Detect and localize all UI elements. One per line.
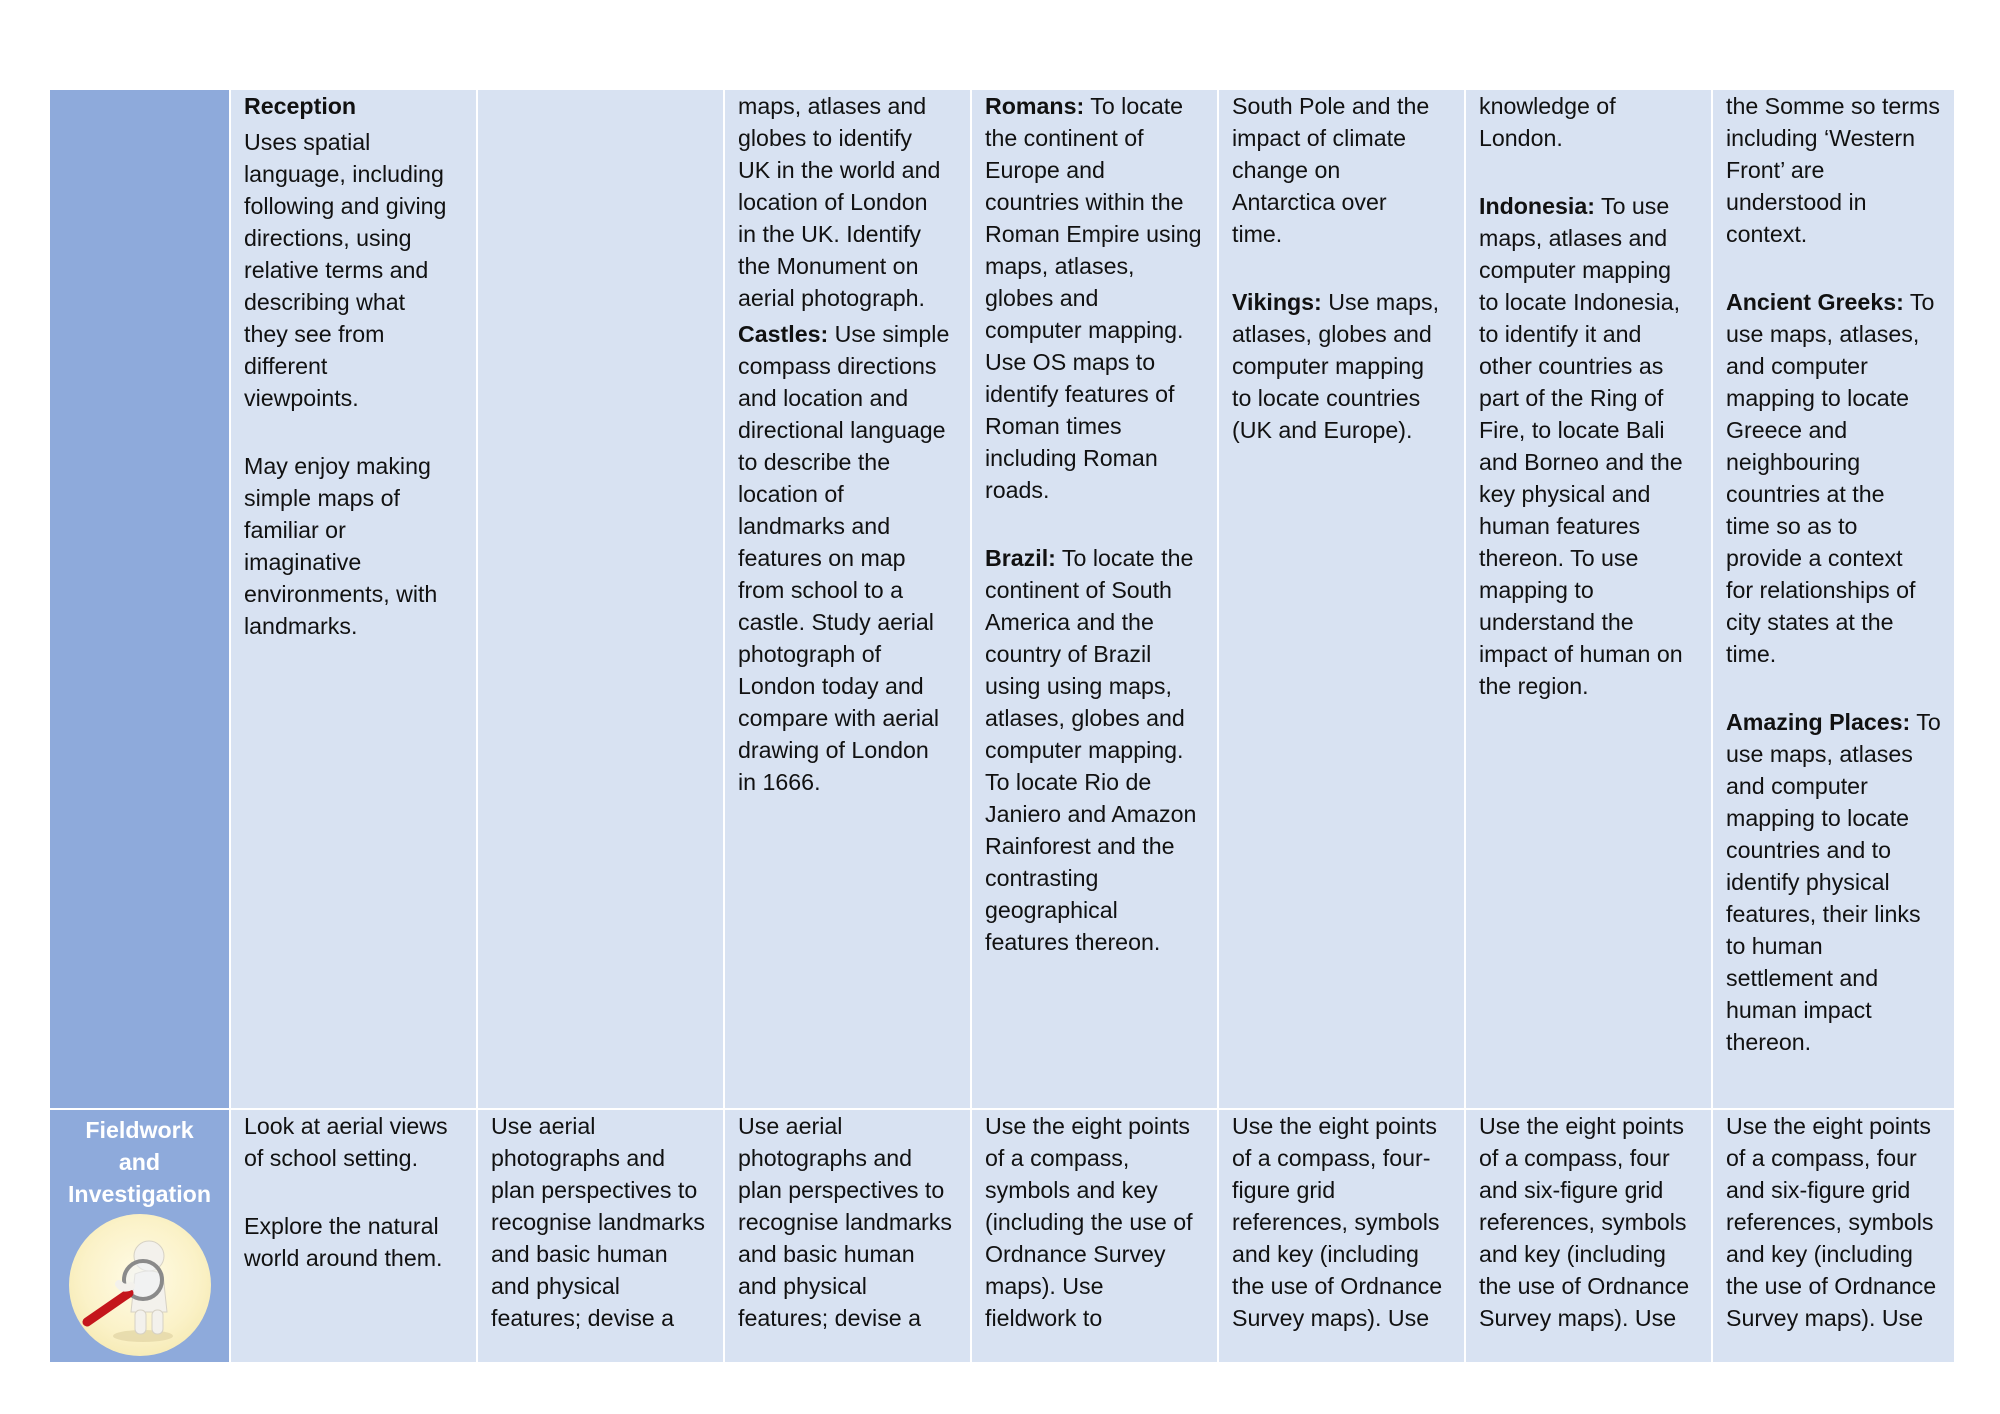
indonesia-paragraph bbox=[1479, 190, 1699, 702]
fieldwork-col2-text: Use aerial photographs and plan perspectives to recognise landmarks and basic human and physical features; devise a bbox=[491, 1113, 705, 1331]
indonesia-label: Indonesia: bbox=[1479, 193, 1595, 219]
fieldwork-col6-text: Use the eight points of a compass, four and six-figure grid references, symbols and key (including the use of Ordnance Survey maps). Use bbox=[1479, 1113, 1690, 1331]
castles-lead: Use simple bbox=[828, 321, 950, 347]
fieldwork-col7-text: Use the eight points of a compass, four and six-figure grid references, symbols and key (including the use of Ordnance Survey maps). Use bbox=[1726, 1113, 1937, 1331]
amazing-places-label: Amazing Places: bbox=[1726, 709, 1911, 735]
ancient-greeks-lead: To bbox=[1903, 289, 1935, 315]
castles-paragraph bbox=[738, 318, 958, 798]
fieldwork-col7-cell bbox=[1711, 1108, 1954, 1362]
ancient-greeks-text: use maps, atlases, and computer mapping to locate Greece and neighbouring countries at the time so as to provide a context for relationships of city states at the time. bbox=[1726, 321, 1920, 667]
brazil-paragraph bbox=[985, 542, 1205, 958]
fieldwork-col5-cell bbox=[1217, 1108, 1464, 1362]
curriculum-table bbox=[50, 88, 1954, 1362]
castles-label: Castles: bbox=[738, 321, 829, 347]
romans-lead: To locate bbox=[1084, 93, 1184, 119]
col3-para-1: maps, atlases and globes to identify UK in the world and location of London in the UK. Identify the Monument on aerial photograph. bbox=[738, 93, 941, 311]
fieldwork-col3-text: Use aerial photographs and plan perspectives to recognise landmarks and basic human and physical features; devise a bbox=[738, 1113, 952, 1331]
brazil-label: Brazil: bbox=[985, 545, 1056, 571]
fieldwork-col5-text: Use the eight points of a compass, four- figure grid references, symbols and key (including the use of Ordnance Survey maps). Use bbox=[1232, 1113, 1443, 1331]
fieldwork-heading-cell bbox=[50, 1108, 229, 1362]
top-row-heading-cell bbox=[50, 88, 229, 1108]
amazing-places-text: use maps, atlases and computer mapping to locate countries and to identify physical features, their links to human settlement and human impact thereon. bbox=[1726, 741, 1921, 1055]
col5-para-1: South Pole and the impact of climate change on Antarctica over time. bbox=[1232, 93, 1430, 247]
reception-para-1: Uses spatial language, including following and giving directions, using relative terms and describing what they see from different viewpoints. bbox=[244, 129, 447, 411]
magnifying-glass-figure-icon bbox=[69, 1214, 211, 1356]
fieldwork-col2-cell bbox=[476, 1108, 723, 1362]
reception-cell bbox=[229, 88, 476, 1108]
indonesia-text: maps, atlases and computer mapping to locate Indonesia, to identify it and other countries as part of the Ring of Fire, to locate Bali and Borneo and the key physical and human features thereon. To use mapping to understand the impact of human on the region. bbox=[1479, 225, 1683, 699]
fieldwork-col6-cell bbox=[1464, 1108, 1711, 1362]
amazing-places-lead: To bbox=[1910, 709, 1941, 735]
vikings-paragraph bbox=[1232, 286, 1452, 446]
romans-text: the continent of Europe and countries within the Roman Empire using maps, atlases, globes and computer mapping. Use OS maps to identify features of Roman times including Roman roads. bbox=[985, 125, 1202, 503]
romans-paragraph bbox=[985, 90, 1205, 506]
reception-title: Reception bbox=[244, 93, 357, 119]
indonesia-lead: To use bbox=[1594, 193, 1670, 219]
fieldwork-col3-cell bbox=[723, 1108, 970, 1362]
fieldwork-col1-para-1: Look at aerial views of school setting. bbox=[244, 1113, 448, 1171]
reception-para-2: May enjoy making simple maps of familiar or imaginative environments, with landmarks. bbox=[244, 453, 438, 639]
top-row-col5-cell bbox=[1217, 88, 1464, 1108]
fieldwork-col4-text: Use the eight points of a compass, symbols and key (including the use of Ordnance Survey maps). Use fieldwork to bbox=[985, 1113, 1193, 1331]
fieldwork-col1-cell bbox=[229, 1108, 476, 1362]
fieldwork-col1-para-2: Explore the natural world around them. bbox=[244, 1213, 443, 1271]
brazil-lead: To locate the bbox=[1055, 545, 1194, 571]
col7-para-1: the Somme so terms including ‘Western Front’ are understood in context. bbox=[1726, 93, 1940, 247]
ancient-greeks-label: Ancient Greeks: bbox=[1726, 289, 1904, 315]
fieldwork-heading: Fieldwork and Investigation bbox=[67, 1117, 211, 1207]
top-row-col2-cell bbox=[476, 88, 723, 1108]
top-row-col6-cell bbox=[1464, 88, 1711, 1108]
vikings-lead: Use maps, bbox=[1321, 289, 1440, 315]
vikings-label: Vikings: bbox=[1232, 289, 1322, 315]
top-row-col3-cell bbox=[723, 88, 970, 1108]
col6-para-1: knowledge of London. bbox=[1479, 93, 1616, 151]
vikings-text: atlases, globes and computer mapping to locate countries (UK and Europe). bbox=[1232, 321, 1432, 443]
romans-label: Romans: bbox=[985, 93, 1085, 119]
amazing-places-paragraph bbox=[1726, 706, 1942, 1058]
top-row-col4-cell bbox=[970, 88, 1217, 1108]
ancient-greeks-paragraph bbox=[1726, 286, 1942, 670]
top-row-col7-cell bbox=[1711, 88, 1954, 1108]
castles-text: compass directions and location and directional language to describe the location of landmarks and features on map from school to a castle. Study aerial photograph of London today and compare with aerial drawing of London in 1666. bbox=[738, 353, 946, 795]
brazil-text: continent of South America and the country of Brazil using using maps, atlases, globes and computer mapping. To locate Rio de Janiero and Amazon Rainforest and the contrasting geographical features thereon. bbox=[985, 577, 1197, 955]
fieldwork-col4-cell bbox=[970, 1108, 1217, 1362]
